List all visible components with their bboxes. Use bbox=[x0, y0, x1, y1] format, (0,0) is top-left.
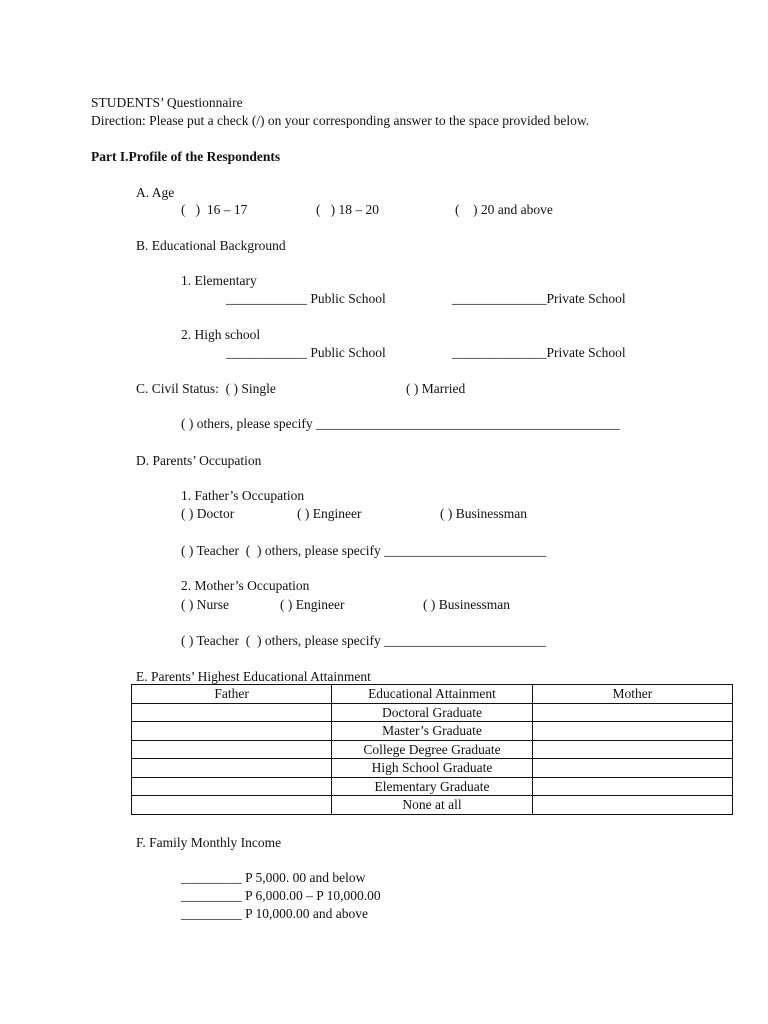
father-cell[interactable] bbox=[132, 703, 332, 722]
father-cell[interactable] bbox=[132, 722, 332, 741]
father-cell[interactable] bbox=[132, 759, 332, 778]
father-option-businessman[interactable]: ( ) Businessman bbox=[440, 506, 527, 521]
civil-status-single[interactable]: C. Civil Status: ( ) Single bbox=[136, 381, 276, 396]
table-row bbox=[132, 759, 733, 778]
part1-heading: Part I.Profile of the Respondents bbox=[91, 149, 281, 164]
mother-cell[interactable] bbox=[532, 777, 732, 796]
father-cell[interactable] bbox=[132, 777, 332, 796]
income-option-mid[interactable]: _________ P 6,000.00 – P 10,000.00 bbox=[181, 888, 381, 903]
mother-cell[interactable] bbox=[532, 759, 732, 778]
table-row bbox=[132, 740, 733, 759]
attainment-cell: Master’s Graduate bbox=[332, 722, 532, 741]
attainment-cell: Doctoral Graduate bbox=[332, 703, 532, 722]
table-row bbox=[132, 796, 733, 815]
column-header-father: Father bbox=[132, 685, 332, 704]
elementary-private-field[interactable]: ______________Private School bbox=[452, 291, 626, 306]
column-header-mother: Mother bbox=[532, 685, 732, 704]
age-option-20-above[interactable]: ( ) 20 and above bbox=[455, 202, 553, 217]
attainment-label: E. Parents’ Highest Educational Attainment bbox=[136, 669, 371, 684]
attainment-table bbox=[131, 684, 733, 815]
attainment-cell: College Degree Graduate bbox=[332, 740, 532, 759]
income-label: F. Family Monthly Income bbox=[136, 835, 282, 850]
mother-option-others[interactable]: ( ) Teacher ( ) others, please specify ________________________ bbox=[181, 633, 547, 648]
elementary-public-field[interactable]: ____________ Public School bbox=[226, 291, 386, 306]
attainment-cell: None at all bbox=[332, 796, 532, 815]
mother-cell[interactable] bbox=[532, 796, 732, 815]
highschool-private-field[interactable]: ______________Private School bbox=[452, 345, 626, 360]
questionnaire-title: STUDENTS’ Questionnaire bbox=[91, 95, 243, 110]
mother-occupation-label: 2. Mother’s Occupation bbox=[181, 578, 310, 593]
table-row bbox=[132, 722, 733, 741]
father-cell[interactable] bbox=[132, 740, 332, 759]
table-row bbox=[132, 777, 733, 796]
table-header-row bbox=[132, 685, 733, 704]
mother-option-nurse[interactable]: ( ) Nurse bbox=[181, 597, 229, 612]
occupation-label: D. Parents’ Occupation bbox=[136, 453, 262, 468]
highschool-label: 2. High school bbox=[181, 327, 261, 342]
age-option-16-17[interactable]: ( ) 16 – 17 bbox=[181, 202, 248, 217]
education-label: B. Educational Background bbox=[136, 238, 286, 253]
father-occupation-label: 1. Father’s Occupation bbox=[181, 488, 305, 503]
elementary-label: 1. Elementary bbox=[181, 273, 257, 288]
mother-cell[interactable] bbox=[532, 740, 732, 759]
attainment-cell: High School Graduate bbox=[332, 759, 532, 778]
civil-status-married[interactable]: ( ) Married bbox=[406, 381, 466, 396]
mother-option-businessman[interactable]: ( ) Businessman bbox=[423, 597, 510, 612]
highschool-public-field[interactable]: ____________ Public School bbox=[226, 345, 386, 360]
father-option-engineer[interactable]: ( ) Engineer bbox=[297, 506, 362, 521]
mother-cell[interactable] bbox=[532, 703, 732, 722]
table-row bbox=[132, 703, 733, 722]
father-cell[interactable] bbox=[132, 796, 332, 815]
income-option-low[interactable]: _________ P 5,000. 00 and below bbox=[181, 870, 366, 885]
civil-status-others[interactable]: ( ) others, please specify _____________________________________________ bbox=[181, 416, 620, 431]
father-option-doctor[interactable]: ( ) Doctor bbox=[181, 506, 235, 521]
age-option-18-20[interactable]: ( ) 18 – 20 bbox=[316, 202, 379, 217]
mother-cell[interactable] bbox=[532, 722, 732, 741]
father-option-others[interactable]: ( ) Teacher ( ) others, please specify ________________________ bbox=[181, 543, 547, 558]
attainment-cell: Elementary Graduate bbox=[332, 777, 532, 796]
direction-text: Direction: Please put a check (/) on your corresponding answer to the space provided below. bbox=[91, 113, 590, 128]
age-label: A. Age bbox=[136, 185, 175, 200]
income-option-high[interactable]: _________ P 10,000.00 and above bbox=[181, 906, 368, 921]
column-header-attainment: Educational Attainment bbox=[332, 685, 532, 704]
mother-option-engineer[interactable]: ( ) Engineer bbox=[280, 597, 345, 612]
